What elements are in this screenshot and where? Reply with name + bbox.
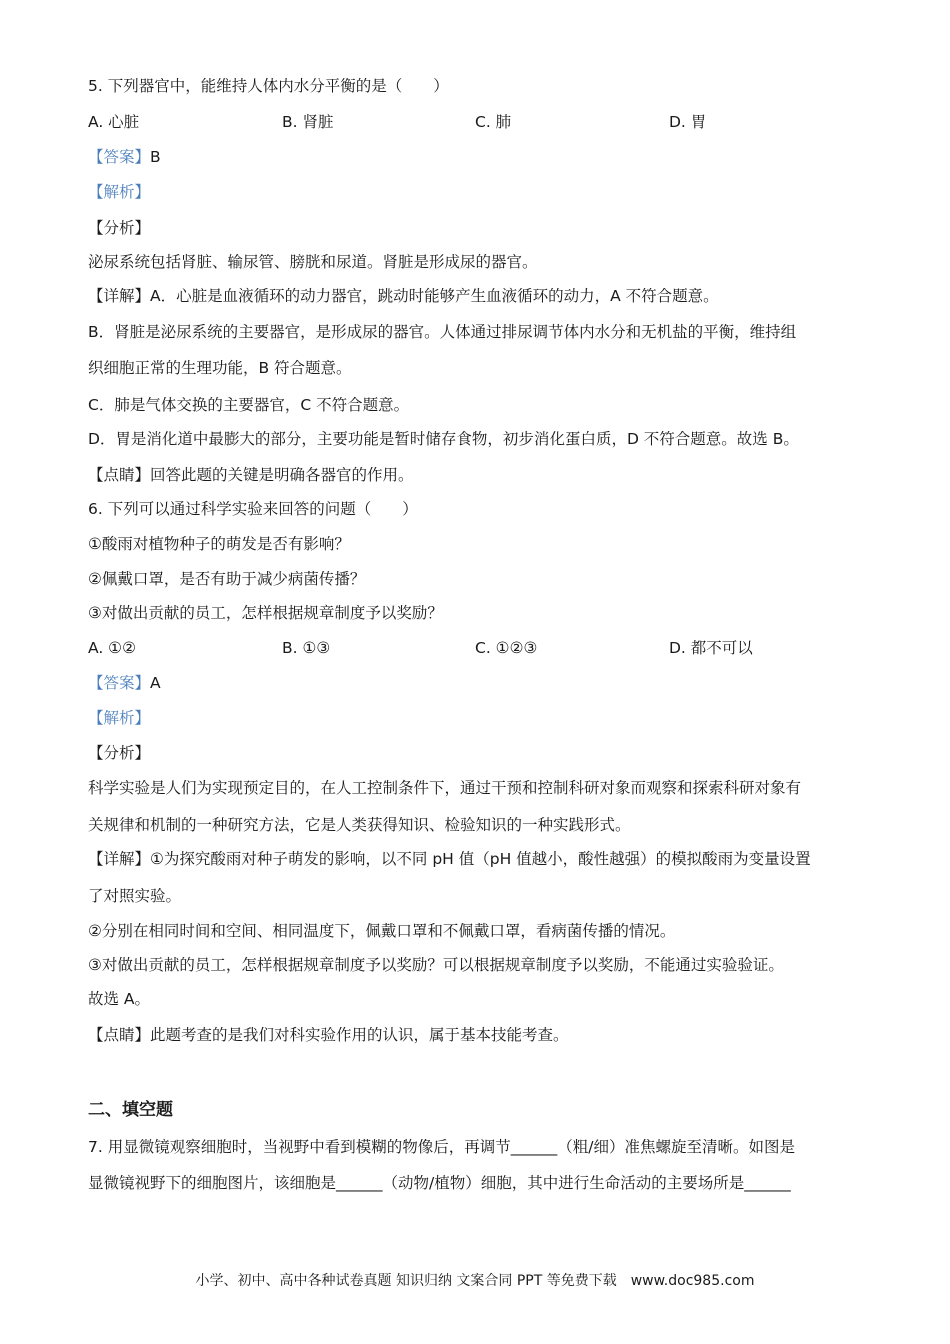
- q6-fenxi-tag: 【分析】: [88, 744, 151, 762]
- q6-stem: 6. 下列可以通过科学实验来回答的问题（ ）: [88, 500, 418, 518]
- q5-detail-4: D．胃是消化道中最膨大的部分，主要功能是暂时储存食物，初步消化蛋白质，D 不符合题意。故选 B。: [88, 430, 799, 448]
- q6-jiexi-tag: 【解析】: [88, 709, 151, 727]
- q5-option-c: C. 肺: [475, 113, 512, 131]
- q5-detail-3: C．肺是气体交换的主要器官，C 不符合题意。: [88, 396, 410, 414]
- page-footer: 小学、初中、高中各种试卷真题 知识归纳 文案合同 PPT 等免费下载 www.doc985.com: [195, 1273, 755, 1289]
- q5-detail-1: 【详解】A．心脏是血液循环的动力器官，跳动时能够产生血液循环的动力，A 不符合题意。: [88, 287, 719, 305]
- answer-tag: 【答案】: [88, 674, 151, 692]
- answer-value: A: [150, 674, 161, 692]
- q6-item-2: ②佩戴口罩，是否有助于减少病菌传播？: [88, 570, 366, 588]
- q6-item-3: ③对做出贡献的员工，怎样根据规章制度予以奖励？: [88, 604, 443, 622]
- q5-dianjing: 【点睛】回答此题的关键是明确各器官的作用。: [88, 466, 414, 484]
- q6-detail-3: ③对做出贡献的员工，怎样根据规章制度予以奖励？可以根据规章制度予以奖励，不能通过实验验证。: [88, 956, 784, 974]
- q5-jiexi-tag: 【解析】: [88, 183, 151, 201]
- q5-option-b: B. 肾脏: [282, 113, 334, 131]
- q5-detail-2a: B．肾脏是泌尿系统的主要器官，是形成尿的器官。人体通过排尿调节体内水分和无机盐的平衡，维持组: [88, 323, 797, 341]
- q6-detail-1a: 【详解】①为探究酸雨对种子萌发的影响，以不同 pH 值（pH 值越小，酸性越强）的模拟酸雨为变量设置: [88, 850, 811, 868]
- q6-dianjing: 【点睛】此题考查的是我们对科实验作用的认识，属于基本技能考查。: [88, 1026, 569, 1044]
- q6-fenxi-a: 科学实验是人们为实现预定目的，在人工控制条件下，通过干预和控制科研对象而观察和探索科研对象有: [88, 779, 802, 797]
- q5-option-d: D. 胃: [669, 113, 707, 131]
- q6-option-c: C. ①②③: [475, 639, 538, 657]
- q6-option-a: A. ①②: [88, 639, 136, 657]
- q6-item-1: ①酸雨对植物种子的萌发是否有影响？: [88, 535, 350, 553]
- q5-answer: [88, 147, 161, 167]
- answer-value: B: [150, 148, 161, 166]
- answer-tag: 【答案】: [88, 148, 151, 166]
- q5-detail-2b: 织细胞正常的生理功能，B 符合题意。: [88, 359, 352, 377]
- q7-line-1: 7. 用显微镜观察细胞时，当视野中看到模糊的物像后，再调节______（粗/细）准焦螺旋至清晰。如图是: [88, 1138, 795, 1156]
- q7-line-2: 显微镜视野下的细胞图片，该细胞是______（动物/植物）细胞，其中进行生命活动的主要场所是______: [88, 1174, 791, 1192]
- q6-detail-1b: 了对照实验。: [88, 887, 182, 905]
- q6-detail-2: ②分别在相同时间和空间、相同温度下，佩戴口罩和不佩戴口罩，看病菌传播的情况。: [88, 922, 676, 940]
- q5-fenxi-text: 泌尿系统包括肾脏、输尿管、膀胱和尿道。肾脏是形成尿的器官。: [88, 253, 538, 271]
- q6-option-b: B. ①③: [282, 639, 331, 657]
- q6-option-d: D. 都不可以: [669, 639, 753, 657]
- q5-stem: 5. 下列器官中，能维持人体内水分平衡的是（ ）: [88, 77, 449, 95]
- q6-fenxi-b: 关规律和机制的一种研究方法，它是人类获得知识、检验知识的一种实践形式。: [88, 816, 631, 834]
- section-title: 二、填空题: [88, 1100, 173, 1120]
- q6-answer: [88, 673, 161, 693]
- q5-option-a: A. 心脏: [88, 113, 140, 131]
- q5-fenxi-tag: 【分析】: [88, 219, 151, 237]
- q6-conclusion: 故选 A。: [88, 990, 151, 1008]
